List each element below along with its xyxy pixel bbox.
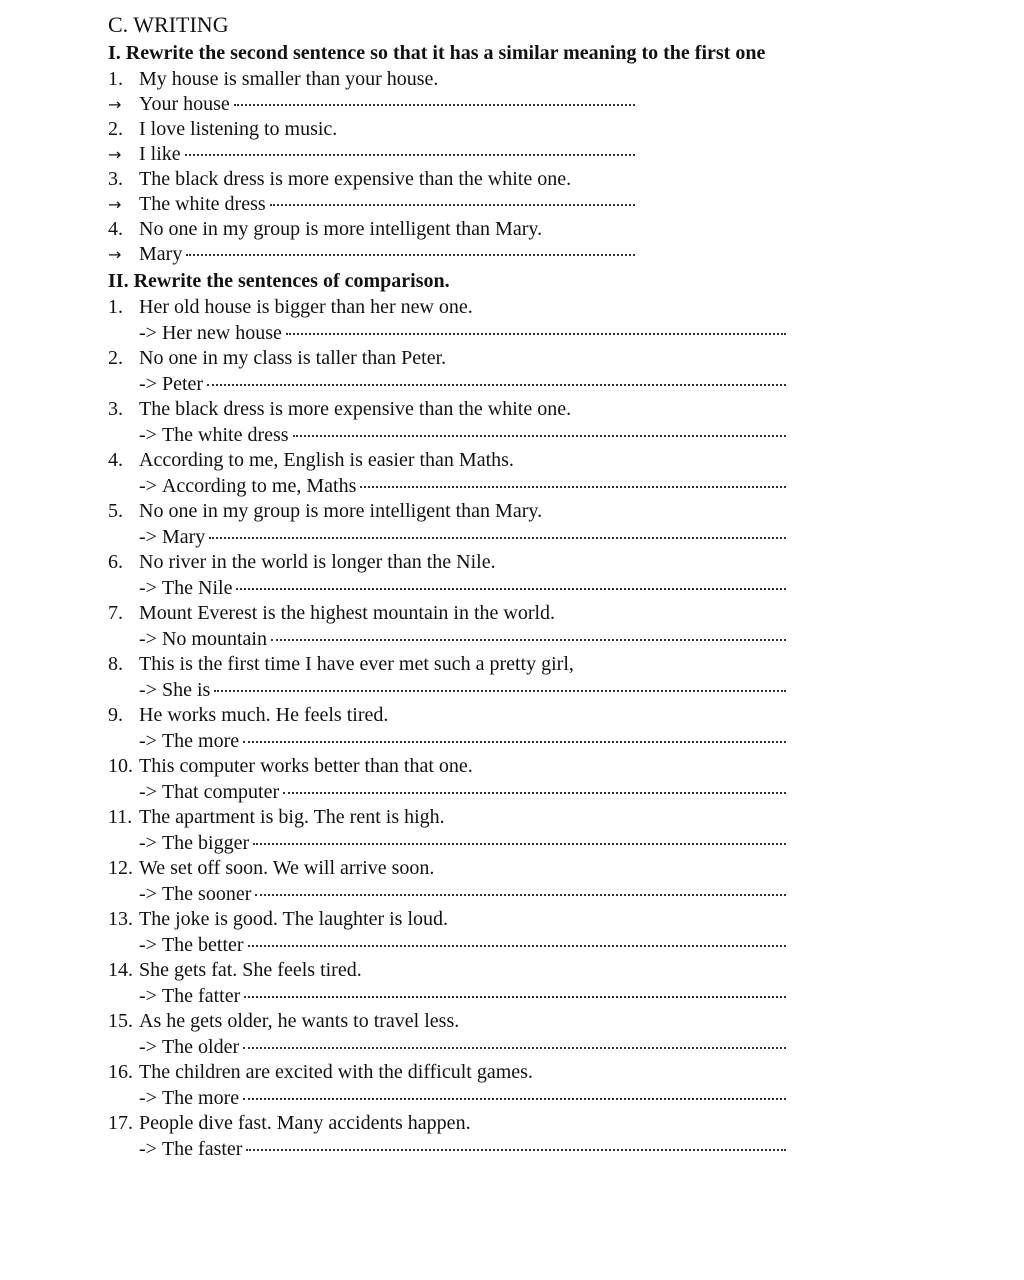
list-item: [108, 117, 868, 142]
item-question: No one in my group is more intelligent than Mary.: [139, 218, 543, 240]
answer-arrow: ->: [139, 321, 157, 344]
item-number: 17.: [108, 1112, 133, 1134]
item-question: No one in my class is taller than Peter.: [139, 347, 447, 369]
answer-line[interactable]: [108, 474, 868, 500]
section-title: C. WRITING: [108, 12, 229, 37]
answer-arrow: ->: [139, 1035, 157, 1058]
answer-line[interactable]: [108, 242, 868, 267]
part2-list: [108, 295, 868, 1162]
part1-list: [108, 67, 868, 267]
item-question: We set off soon. We will arrive soon.: [139, 857, 435, 879]
item-number: 7.: [108, 602, 123, 624]
answer-arrow: ->: [139, 933, 157, 956]
answer-blank[interactable]: [207, 384, 786, 386]
answer-stem: The white dress: [139, 193, 266, 215]
arrow-icon: →: [108, 95, 122, 114]
answer-blank[interactable]: [185, 154, 635, 156]
item-number: 9.: [108, 704, 123, 726]
answer-arrow: ->: [139, 525, 157, 548]
list-item: [108, 550, 868, 601]
answer-stem: Peter: [161, 372, 204, 395]
answer-line[interactable]: [108, 192, 868, 217]
item-number: 5.: [108, 500, 123, 522]
answer-arrow: ->: [139, 780, 157, 803]
answer-line[interactable]: [108, 729, 868, 755]
item-number: 15.: [108, 1010, 133, 1032]
item-number: 2.: [108, 118, 123, 140]
answer-line[interactable]: [108, 882, 868, 908]
answer-line[interactable]: [108, 1035, 868, 1061]
answer-blank[interactable]: [234, 104, 635, 106]
item-number: 16.: [108, 1061, 133, 1083]
list-item: [108, 397, 868, 448]
answer-arrow: ->: [139, 882, 157, 905]
answer-line[interactable]: [108, 525, 868, 551]
answer-line[interactable]: [108, 576, 868, 602]
answer-stem: The faster: [161, 1137, 243, 1160]
list-item: [108, 67, 868, 92]
answer-blank[interactable]: [214, 690, 786, 692]
list-item: [108, 217, 868, 242]
item-question: The black dress is more expensive than the white one.: [139, 398, 572, 420]
answer-stem: The Nile: [161, 576, 233, 599]
item-number: 4.: [108, 449, 123, 471]
answer-stem: That computer: [161, 780, 280, 803]
answer-blank[interactable]: [283, 792, 786, 794]
answer-blank[interactable]: [360, 486, 786, 488]
answer-stem: The fatter: [161, 984, 241, 1007]
item-question: The apartment is big. The rent is high.: [139, 806, 445, 828]
answer-blank[interactable]: [244, 996, 786, 998]
answer-line[interactable]: [108, 1086, 868, 1112]
answer-arrow: ->: [139, 1137, 157, 1160]
answer-line[interactable]: [108, 831, 868, 857]
answer-arrow: ->: [139, 831, 157, 854]
item-number: 3.: [108, 168, 123, 190]
answer-blank[interactable]: [246, 1149, 786, 1151]
list-item: [108, 295, 868, 346]
answer-arrow: ->: [139, 678, 157, 701]
worksheet: [108, 10, 868, 1162]
answer-blank[interactable]: [286, 333, 786, 335]
answer-stem: The bigger: [161, 831, 250, 854]
answer-blank[interactable]: [186, 254, 635, 256]
answer-stem: Mary: [161, 525, 206, 548]
answer-arrow: ->: [139, 984, 157, 1007]
answer-line[interactable]: [108, 627, 868, 653]
item-number: 13.: [108, 908, 133, 930]
answer-stem: The more: [161, 729, 240, 752]
item-question: No river in the world is longer than the Nile.: [139, 551, 496, 573]
item-question: This computer works better than that one.: [139, 755, 473, 777]
arrow-icon: →: [108, 145, 122, 164]
answer-stem: No mountain: [161, 627, 267, 650]
item-question: No one in my group is more intelligent than Mary.: [139, 500, 543, 522]
answer-arrow: ->: [139, 1086, 157, 1109]
item-question: I love listening to music.: [139, 118, 338, 140]
answer-line[interactable]: [108, 372, 868, 398]
list-item: [108, 856, 868, 907]
answer-blank[interactable]: [248, 945, 786, 947]
list-item: [108, 754, 868, 805]
list-item: [108, 346, 868, 397]
item-question: The children are excited with the difficult games.: [139, 1061, 533, 1083]
list-item: [108, 1111, 868, 1162]
answer-line[interactable]: [108, 933, 868, 959]
item-number: 1.: [108, 68, 123, 90]
list-item: [108, 499, 868, 550]
item-number: 11.: [108, 806, 133, 828]
list-item: [108, 805, 868, 856]
item-question: Her old house is bigger than her new one.: [139, 296, 473, 318]
item-question: The black dress is more expensive than the white one.: [139, 168, 572, 190]
item-number: 8.: [108, 653, 123, 675]
answer-arrow: ->: [139, 576, 157, 599]
item-number: 4.: [108, 218, 123, 240]
item-number: 14.: [108, 959, 133, 981]
item-number: 2.: [108, 347, 123, 369]
item-number: 3.: [108, 398, 123, 420]
answer-blank[interactable]: [243, 741, 786, 743]
answer-blank[interactable]: [243, 1047, 786, 1049]
item-number: 10.: [108, 755, 133, 777]
item-number: 6.: [108, 551, 123, 573]
list-item: [108, 703, 868, 754]
item-question: Mount Everest is the highest mountain in the world.: [139, 602, 556, 624]
item-number: 1.: [108, 296, 123, 318]
answer-stem: Your house: [139, 93, 230, 115]
answer-blank[interactable]: [271, 639, 786, 641]
list-item: [108, 1060, 868, 1111]
answer-blank[interactable]: [270, 204, 635, 206]
answer-arrow: ->: [139, 474, 157, 497]
answer-line[interactable]: [108, 92, 868, 117]
part1-heading: I. Rewrite the second sentence so that it has a similar meaning to the first one: [108, 42, 766, 64]
list-item: [108, 601, 868, 652]
list-item: [108, 652, 868, 703]
item-question: My house is smaller than your house.: [139, 68, 439, 90]
answer-stem: The older: [161, 1035, 240, 1058]
answer-blank[interactable]: [255, 894, 786, 896]
answer-line[interactable]: [108, 142, 868, 167]
answer-stem: The white dress: [161, 423, 289, 446]
answer-blank[interactable]: [209, 537, 786, 539]
answer-blank[interactable]: [243, 1098, 786, 1100]
list-item: [108, 448, 868, 499]
item-question: People dive fast. Many accidents happen.: [139, 1112, 471, 1134]
item-number: 12.: [108, 857, 133, 879]
arrow-icon: →: [108, 245, 122, 264]
answer-line[interactable]: [108, 780, 868, 806]
answer-stem: She is: [161, 678, 211, 701]
answer-line[interactable]: [108, 321, 868, 347]
answer-stem: Mary: [139, 243, 183, 265]
part2-heading: II. Rewrite the sentences of comparison.: [108, 270, 450, 292]
answer-blank[interactable]: [253, 843, 786, 845]
list-item: [108, 1009, 868, 1060]
item-question: He works much. He feels tired.: [139, 704, 389, 726]
list-item: [108, 907, 868, 958]
answer-stem: The more: [161, 1086, 240, 1109]
list-item: [108, 167, 868, 192]
answer-stem: Her new house: [161, 321, 282, 344]
answer-arrow: ->: [139, 627, 157, 650]
answer-blank[interactable]: [293, 435, 786, 437]
answer-stem: The better: [161, 933, 244, 956]
item-question: She gets fat. She feels tired.: [139, 959, 362, 981]
answer-line[interactable]: [108, 1137, 868, 1163]
item-question: As he gets older, he wants to travel less.: [139, 1010, 460, 1032]
answer-stem: The sooner: [161, 882, 252, 905]
answer-arrow: ->: [139, 423, 157, 446]
answer-stem: According to me, Maths: [161, 474, 357, 497]
arrow-icon: →: [108, 195, 122, 214]
item-question: According to me, English is easier than Maths.: [139, 449, 514, 471]
answer-arrow: ->: [139, 729, 157, 752]
answer-stem: I like: [139, 143, 181, 165]
answer-line[interactable]: [108, 423, 868, 449]
answer-arrow: ->: [139, 372, 157, 395]
item-question: This is the first time I have ever met such a pretty girl,: [139, 653, 574, 675]
answer-line[interactable]: [108, 678, 868, 704]
answer-blank[interactable]: [236, 588, 786, 590]
answer-line[interactable]: [108, 984, 868, 1010]
list-item: [108, 958, 868, 1009]
item-question: The joke is good. The laughter is loud.: [139, 908, 449, 930]
